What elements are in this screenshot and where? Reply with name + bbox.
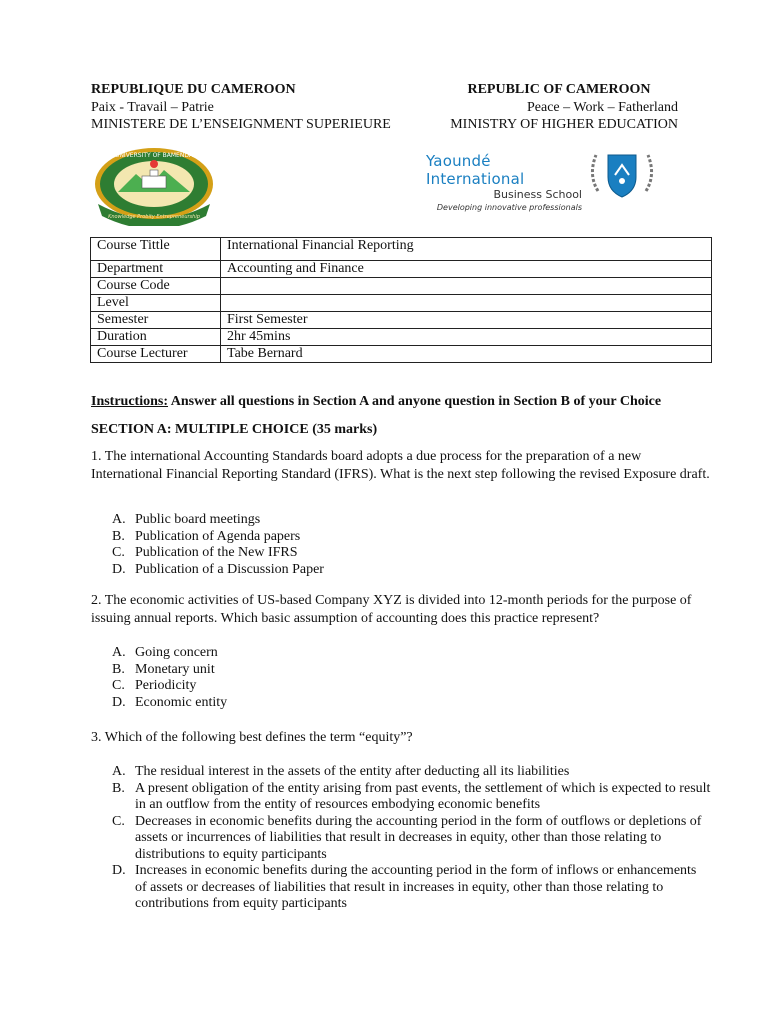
option-letter: B. — [112, 780, 125, 796]
option-letter: B. — [112, 528, 125, 544]
instructions-text: Answer all questions in Section A and anyone question in Section B of your Choice — [168, 394, 662, 409]
row-value: International Financial Reporting — [221, 238, 712, 261]
option-item — [91, 545, 711, 562]
option-text: Publication of Agenda papers — [135, 528, 301, 544]
option-letter: D. — [112, 694, 126, 710]
option-item — [91, 781, 711, 814]
fr-motto: Paix - Travail – Patrie — [91, 99, 214, 115]
option-letter: B. — [112, 661, 125, 677]
question-2-text: 2. The economic activities of US-based Company XYZ is divided into 12-month periods for the purpose of issuing annual reports. Which basic assumption of accounting does this practice represent? — [91, 593, 692, 626]
option-letter: D. — [112, 561, 126, 577]
row-value — [221, 278, 712, 295]
row-label: Semester — [91, 312, 221, 329]
row-value — [221, 295, 712, 312]
table-row — [91, 278, 712, 295]
fr-country: REPUBLIQUE DU CAMEROON — [91, 82, 296, 97]
row-value: First Semester — [221, 312, 712, 329]
option-letter: C. — [112, 678, 125, 693]
table-row — [91, 238, 712, 261]
university-seal-logo — [92, 146, 216, 226]
question-3-options — [91, 764, 711, 913]
header-english — [440, 81, 678, 134]
option-text: Going concern — [135, 645, 218, 660]
en-motto: Peace – Work – Fatherland — [526, 99, 678, 115]
option-letter: A. — [112, 512, 126, 527]
table-row — [91, 295, 712, 312]
option-text: Economic entity — [135, 694, 228, 710]
option-text: Publication of the New IFRS — [135, 545, 298, 560]
row-label: Duration — [91, 329, 221, 346]
option-item — [91, 863, 711, 913]
option-item — [91, 562, 711, 579]
fr-ministry: MINISTERE DE L’ENSEIGNMENT SUPERIEURE — [91, 117, 391, 132]
question-1-options — [91, 512, 711, 578]
option-text: Periodicity — [135, 678, 197, 693]
row-label: Level — [91, 295, 221, 312]
option-item — [91, 814, 711, 864]
course-info-table — [90, 237, 712, 363]
seal-ring-text: UNIVERSITY OF BAMENDA — [115, 152, 193, 159]
header-french — [91, 81, 391, 134]
ybs-name: Yaoundé International — [426, 152, 525, 188]
question-2-options — [91, 645, 711, 711]
row-value: Tabe Bernard — [221, 346, 712, 363]
option-item — [91, 529, 711, 546]
question-3-text: 3. Which of the following best defines the term “equity”? — [91, 730, 413, 745]
en-country: REPUBLIC OF CAMEROON — [467, 82, 651, 97]
row-label: Course Lecturer — [91, 346, 221, 363]
en-ministry: MINISTRY OF HIGHER EDUCATION — [450, 117, 678, 132]
table-row — [91, 312, 712, 329]
option-text: Increases in economic benefits during the accounting period in the form of inflows or enhancements of assets or decreases of liabilities that result in increases in equity, other than those relating to contributions from equity participants — [135, 863, 697, 911]
instructions-label: Instructions: — [91, 394, 169, 409]
option-text: Monetary unit — [135, 661, 215, 677]
option-item — [91, 512, 711, 529]
option-text: The residual interest in the assets of the entity after deducting all its liabilities — [135, 764, 570, 779]
ybs-wordmark — [426, 152, 582, 213]
instructions — [91, 393, 711, 411]
option-letter: A. — [112, 645, 126, 660]
row-label: Department — [91, 261, 221, 278]
option-text: Decreases in economic benefits during the accounting period in the form of outflows or depletions of assets or incurrences of liabilities that result in decreases in equity, other than those relating to distributions to equity participants — [135, 813, 702, 862]
row-label: Course Code — [91, 278, 221, 295]
option-letter: A. — [112, 764, 126, 779]
option-item — [91, 695, 711, 712]
option-item — [91, 645, 711, 662]
row-label: Course Tittle — [91, 238, 221, 261]
row-value: Accounting and Finance — [221, 261, 712, 278]
ybs-crest-icon — [586, 147, 658, 203]
ybs-sub: Business School — [493, 188, 582, 201]
question-1-text: 1. The international Accounting Standards board adopts a due process for the preparation of a new International Financial Reporting Standard (IFRS). What is the next step following the revised Exposure draft. — [91, 449, 710, 482]
seal-banner-text: Knowledge Probity Entrepreneurship — [108, 214, 200, 220]
option-letter: C. — [112, 545, 125, 560]
section-a-heading: SECTION A: MULTIPLE CHOICE (35 marks) — [91, 422, 378, 437]
table-row — [91, 261, 712, 278]
option-item — [91, 662, 711, 679]
option-item — [91, 764, 711, 781]
option-letter: D. — [112, 863, 126, 878]
option-text: A present obligation of the entity arising from past events, the settlement of which is expected to result in an outflow from the entity of resources embodying economic benefits — [135, 780, 711, 812]
option-text: Public board meetings — [135, 512, 261, 527]
table-row — [91, 346, 712, 363]
row-value: 2hr 45mins — [221, 329, 712, 346]
option-text: Publication of a Discussion Paper — [135, 561, 324, 577]
option-item — [91, 678, 711, 695]
table-row — [91, 329, 712, 346]
option-letter: C. — [112, 813, 125, 829]
ybs-tagline: Developing innovative professionals — [436, 203, 582, 212]
